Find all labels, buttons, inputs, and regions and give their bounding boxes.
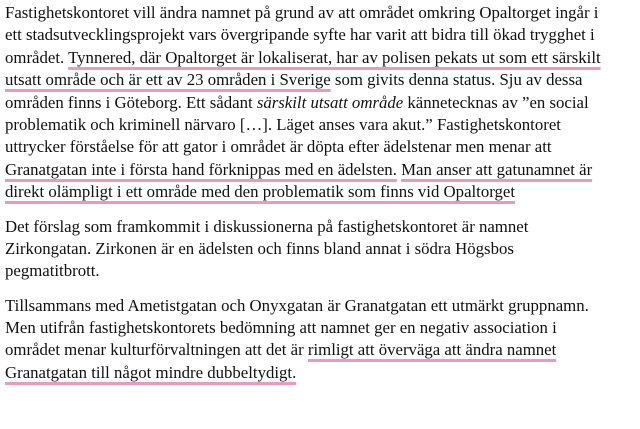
text-run: särskilt utsatt område [256,92,404,112]
text-line [5,238,637,260]
highlighted-text: Granatgatan inte i första hand förknippas med en ädelsten. [5,159,397,179]
text-run: området menar kulturförvaltningen att det är [5,340,308,360]
text-line [5,181,637,203]
paragraph [5,2,637,204]
text-line [5,114,637,136]
text-line [5,92,637,114]
text-line [5,339,637,361]
text-run: pegmatitbrott. [5,261,100,281]
highlighted-text: Granatgatan till något mindre dubbeltydigt. [5,362,297,382]
text-run: Tillsammans med Ametistgatan och Onyxgatan är Granatgatan ett utmärkt gruppnamn. [5,295,589,315]
text-run: som givits denna status. Sju av dessa [330,70,583,90]
highlighted-text: direkt olämpligt i ett område med den problematik som finns vid Opaltorget [5,182,516,202]
text-line [5,260,637,282]
text-line [5,2,637,24]
text-line [5,159,637,181]
text-run: Det förslag som framkommit i diskussionerna på fastighetskontoret är namnet [5,216,529,236]
text-run: områden finns i Göteborg. Ett sådant [5,92,257,112]
text-run: ett stadsutvecklingsprojekt vars övergripande syfte har varit att bidra till ökad trygghet i [5,25,595,45]
paragraph [5,295,637,385]
highlighted-text: Man anser att gatunamnet är [401,159,593,179]
highlighted-text: rimligt att överväga att ändra namnet [307,340,557,360]
text-run: Men utifrån fastighetskontorets bedömning att namnet ger en negativ association i [5,318,557,338]
text-run: problematik och kriminell närvaro […]. Läget anses vara akut.” Fastighetskontoret [5,114,561,134]
text-run: Zirkongatan. Zirkonen är en ädelsten och finns bland annat i södra Högsbos [5,238,514,258]
text-run: uttrycker förståelse för att gator i området är döpta efter ädelstenar men menar att [5,137,552,157]
highlighted-text: utsatt område och är ett av 23 områden i Sverige [5,70,331,90]
text-run: området. [5,47,69,67]
text-line [5,47,637,69]
highlighted-text: Tynnered, där Opaltorget är lokaliserat, har av polisen pekats ut som ett särskilt [68,47,601,67]
text-line [5,317,637,339]
paragraph [5,216,637,283]
text-run: kännetecknas av ”en social [403,92,589,112]
text-line [5,69,637,91]
text-line [5,216,637,238]
text-line [5,295,637,317]
text-line [5,24,637,46]
document-body [5,2,637,396]
text-run: Fastighetskontoret vill ändra namnet på grund av att området omkring Opaltorget ingår i [5,3,599,22]
text-line [5,136,637,158]
text-line [5,362,637,384]
